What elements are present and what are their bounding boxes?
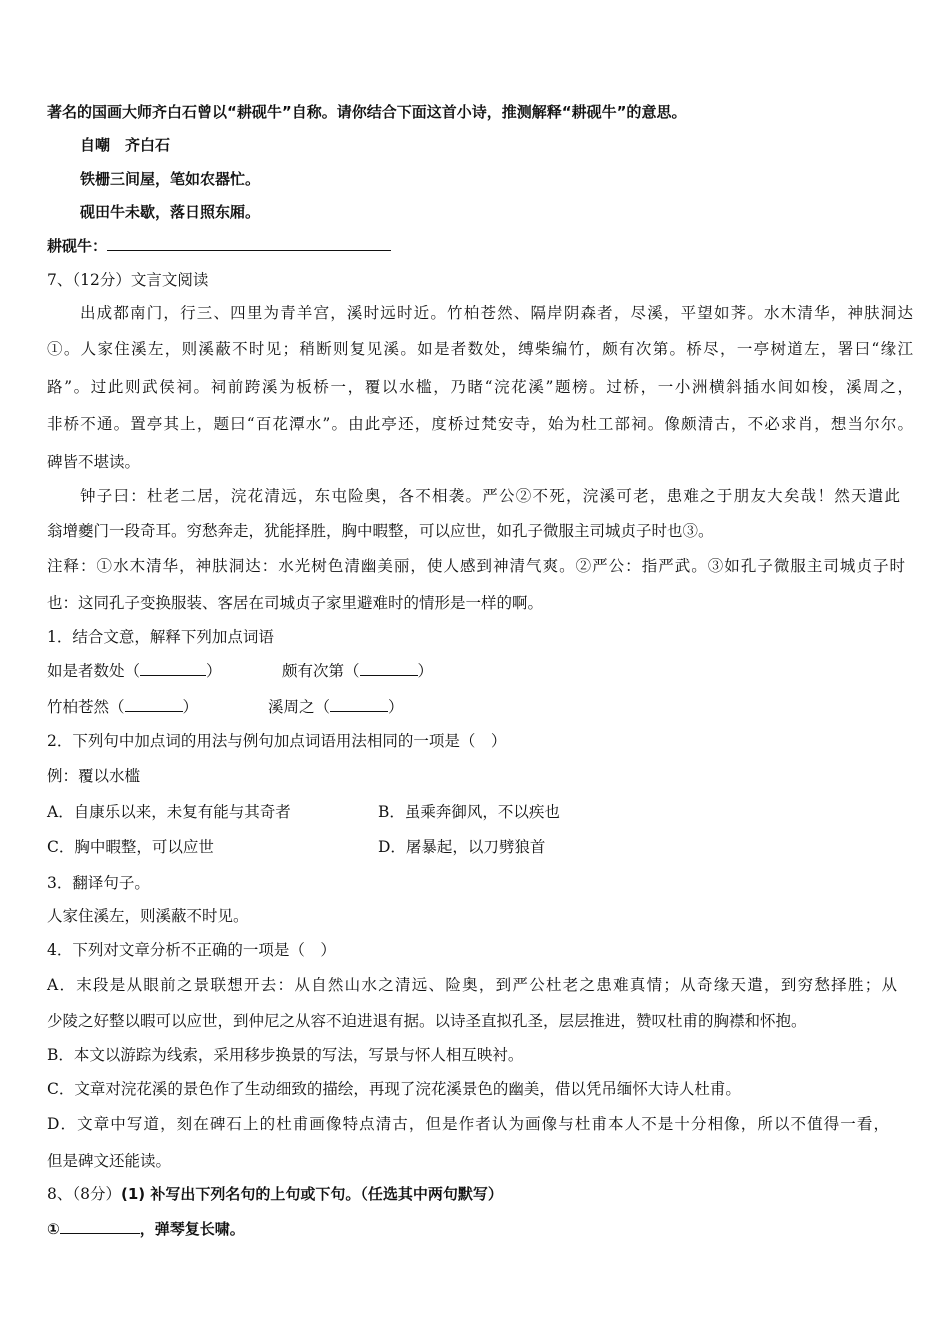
notes-line: 也：这同孔子变换服装、客居在司城贞子家里避难时的情形是一样的啊。 <box>47 594 544 612</box>
passage-line: 钟子曰：杜老二居，浣花清远，东屯险奥，各不相袭。严公②不死，浣溪可老，患难之于朋友大矣哉！然天遣此 <box>80 487 900 505</box>
sub4-option-b: B．本文以游踪为线索，采用移步换景的写法，写景与怀人相互映衬。 <box>47 1046 524 1064</box>
passage-line: 路”。过此则武侯祠。祠前跨溪为板桥一，覆以水槛，乃睹“浣花溪”题榜。过桥，一小洲横斜插水间如梭，溪周之， <box>47 378 913 396</box>
notes-line: 注释：①水木清华，神肤洞达：水光树色清幽美丽，使人感到神清气爽。②严公：指严武。③如孔子微服主司城贞子时 <box>47 557 905 575</box>
sub2-example: 例：覆以水槛 <box>47 767 141 785</box>
sub4-option-d: D．文章中写道，刻在碑石上的杜甫画像特点清古，但是作者认为画像与杜甫本人不是十分相像，所以不值得一看， <box>47 1115 889 1133</box>
sub1-prompt: 1．结合文意，解释下列加点词语 <box>47 628 274 646</box>
sub4-option-c: C．文章对浣花溪的景色作了生动细致的描绘，再现了浣花溪景色的幽美，借以凭吊缅怀大诗人杜甫。 <box>47 1080 741 1098</box>
answer-label: 耕砚牛： <box>47 237 108 255</box>
answer-line <box>47 235 391 256</box>
passage-line: ①。人家住溪左，则溪蔽不时见；稍断则复见溪。如是者数处，缚柴编竹，颇有次第。桥尽，一亭树道左，署曰“缘江 <box>47 340 913 358</box>
blank[interactable] <box>125 696 183 712</box>
sub3-sentence: 人家住溪左，则溪蔽不时见。 <box>47 907 249 925</box>
option-b: B．虽乘奔御风，不以疾也 <box>378 803 560 821</box>
option-c: C．胸中暇整，可以应世 <box>47 838 214 856</box>
sub3-prompt: 3．翻译句子。 <box>47 874 150 892</box>
passage-line: 出成都南门，行三、四里为青羊宫，溪时远时近。竹柏苍然、隔岸阴森者，尽溪，平望如荠。水木清华，神肤洞达 <box>80 304 913 322</box>
blank[interactable] <box>60 1218 140 1234</box>
sub4-prompt: 4．下列对文章分析不正确的一项是（ ） <box>47 941 336 959</box>
poem-title: 自嘲 齐白石 <box>80 136 171 154</box>
sub1-item: 竹柏苍然（ ） <box>47 698 199 716</box>
q8-heading: 8、（8分）(1) 补写出下列名句的上句或下句。（任选其中两句默写） <box>47 1185 503 1203</box>
blank[interactable] <box>360 660 418 676</box>
sub4-option-d: 但是碑文还能读。 <box>47 1152 172 1170</box>
q6-prompt: 著名的国画大师齐白石曾以“耕砚牛”自称。请你结合下面这首小诗，推测解释“耕砚牛”的意思。 <box>47 103 687 121</box>
passage-line: 碑皆不堪读。 <box>47 453 141 471</box>
sub1-item: 如是者数处（ ） <box>47 662 222 680</box>
sub4-option-a: A．末段是从眼前之景联想开去：从自然山水之清远、险奥，到严公杜老之患难真情；从奇缘天遣，到穷愁择胜；从 <box>47 976 897 994</box>
sub1-item: 颇有次第（ ） <box>282 662 434 680</box>
q8-item-1: ① ，弹琴复长啸。 <box>47 1220 245 1238</box>
q7-heading: 7、（12分）文言文阅读 <box>47 271 209 289</box>
answer-blank[interactable] <box>107 235 391 251</box>
option-d: D．屠暴起，以刀劈狼首 <box>378 838 546 856</box>
sub1-item: 溪周之（ ） <box>268 698 404 716</box>
passage-line: 翁增夔门一段奇耳。穷愁奔走，犹能择胜，胸中暇整，可以应世，如孔子微服主司城贞子时也③。 <box>47 522 714 540</box>
option-a: A．自康乐以来，未复有能与其奇者 <box>47 803 291 821</box>
passage-line: 非桥不通。置亭其上，题曰“百花潭水”。由此亭还，度桥过梵安寺，始为杜工部祠。像颇清古，不必求肖，想当尔尔。 <box>47 415 913 433</box>
sub4-option-a: 少陵之好整以暇可以应世，到仲尼之从容不迫进退有据。以诗圣直拟孔圣，层层推进，赞叹杜甫的胸襟和怀抱。 <box>47 1012 807 1030</box>
blank[interactable] <box>140 660 206 676</box>
sub2-prompt: 2．下列句中加点词的用法与例句加点词语用法相同的一项是（ ） <box>47 732 507 750</box>
poem-line: 砚田牛未歇，落日照东厢。 <box>80 203 261 221</box>
blank[interactable] <box>330 696 388 712</box>
poem-line: 铁栅三间屋，笔如农器忙。 <box>80 170 261 188</box>
